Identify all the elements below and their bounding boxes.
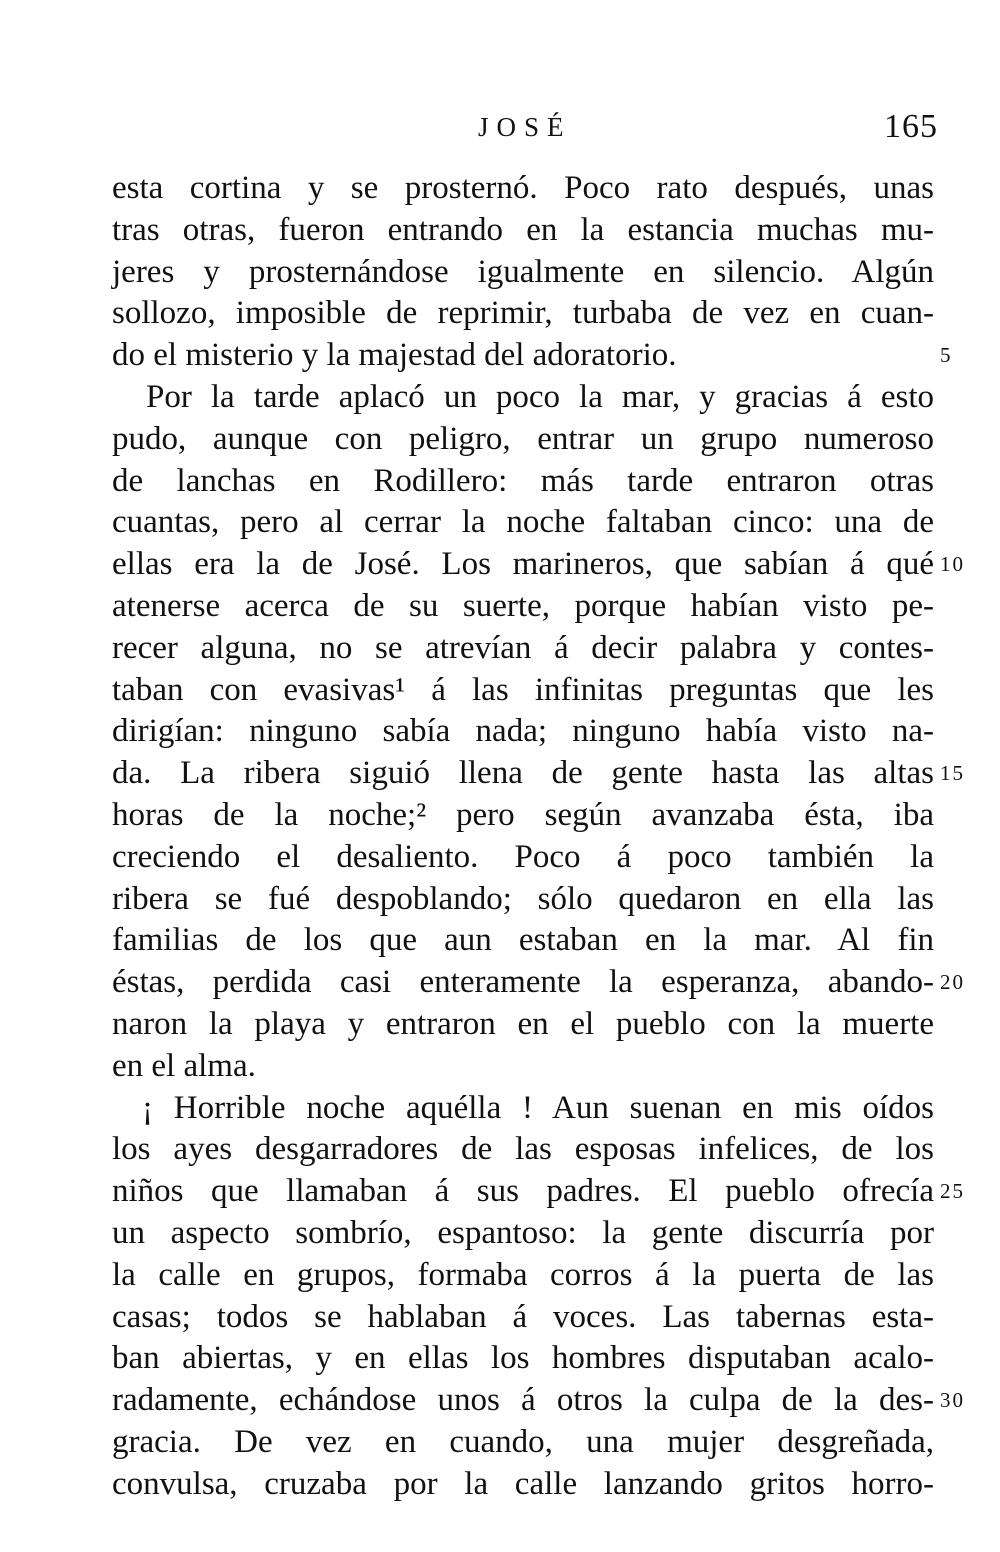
- text-line: cuantas, pero al cerrar la noche faltaban cinco: una de: [112, 504, 934, 541]
- text-line: ribera se fué despoblando; sólo quedaron en ella las: [112, 880, 934, 917]
- text-line: la calle en grupos, formaba corros á la puerta de las: [112, 1256, 934, 1293]
- text-line: esta cortina y se prosternó. Poco rato después, unas: [112, 170, 934, 206]
- body-text: [112, 168, 934, 1506]
- text-line: naron la playa y entraron en el pueblo con la muerte: [112, 1005, 934, 1042]
- text-line: Por la tarde aplacó un poco la mar, y gracias á esto: [146, 378, 934, 415]
- text-line: da. La ribera siguió llena de gente hasta las altas: [112, 755, 934, 792]
- text-line: éstas, perdida casi enteramente la esperanza, abando-: [112, 964, 934, 1001]
- text-line: los ayes desgarradores de las esposas infelices, de los: [112, 1131, 934, 1168]
- text-line: de lanchas en Rodillero: más tarde entraron otras: [112, 462, 934, 499]
- page-number: 165: [884, 108, 938, 145]
- text-line: gracia. De vez en cuando, una mujer desgreñada,: [112, 1423, 934, 1460]
- text-line: ban abiertas, y en ellas los hombres disputaban acalo-: [112, 1340, 934, 1377]
- text-line: creciendo el desaliento. Poco á poco también la: [112, 838, 934, 875]
- text-line: atenerse acerca de su suerte, porque habían visto pe-: [112, 587, 934, 624]
- text-line: convulsa, cruzaba por la calle lanzando gritos horro-: [112, 1465, 934, 1502]
- line-number: 10: [940, 552, 965, 576]
- text-line: un aspecto sombrío, espantoso: la gente discurría por: [112, 1214, 934, 1251]
- text-line: casas; todos se hablaban á voces. Las tabernas esta-: [112, 1298, 934, 1335]
- line-number: 5: [940, 343, 953, 367]
- text-line: do el misterio y la majestad del adoratorio.: [112, 337, 677, 374]
- text-line: pudo, aunque con peligro, entrar un grupo numeroso: [112, 420, 934, 457]
- text-line: dirigían: ninguno sabía nada; ninguno había visto na-: [112, 713, 934, 750]
- text-line: horas de la noche;² pero según avanzaba ésta, iba: [112, 796, 934, 833]
- text-line: taban con evasivas¹ á las infinitas preguntas que les: [112, 671, 934, 708]
- text-line: ellas era la de José. Los marineros, que sabían á qué: [112, 546, 934, 583]
- text-line: recer alguna, no se atrevían á decir palabra y contes-: [112, 629, 934, 666]
- text-line: sollozo, imposible de reprimir, turbaba de vez en cuan-: [112, 295, 934, 332]
- line-number: 15: [940, 761, 965, 785]
- line-number: 25: [940, 1179, 965, 1203]
- running-title: JOSÉ: [478, 112, 572, 142]
- line-number: 20: [940, 970, 965, 994]
- text-line: en el alma.: [112, 1047, 256, 1084]
- text-line: radamente, echándose unos á otros la culpa de la des-: [112, 1382, 934, 1419]
- line-number: 30: [940, 1388, 965, 1412]
- running-header: [0, 108, 1000, 158]
- text-line: tras otras, fueron entrando en la estancia muchas mu-: [112, 211, 934, 248]
- text-line: familias de los que aun estaban en la mar. Al fin: [112, 922, 934, 959]
- text-line: jeres y prosternándose igualmente en silencio. Algún: [112, 253, 934, 290]
- text-line: ¡ Horrible noche aquélla ! Aun suenan en mis oídos: [142, 1089, 934, 1126]
- text-line: niños que llamaban á sus padres. El pueblo ofrecía: [112, 1173, 934, 1210]
